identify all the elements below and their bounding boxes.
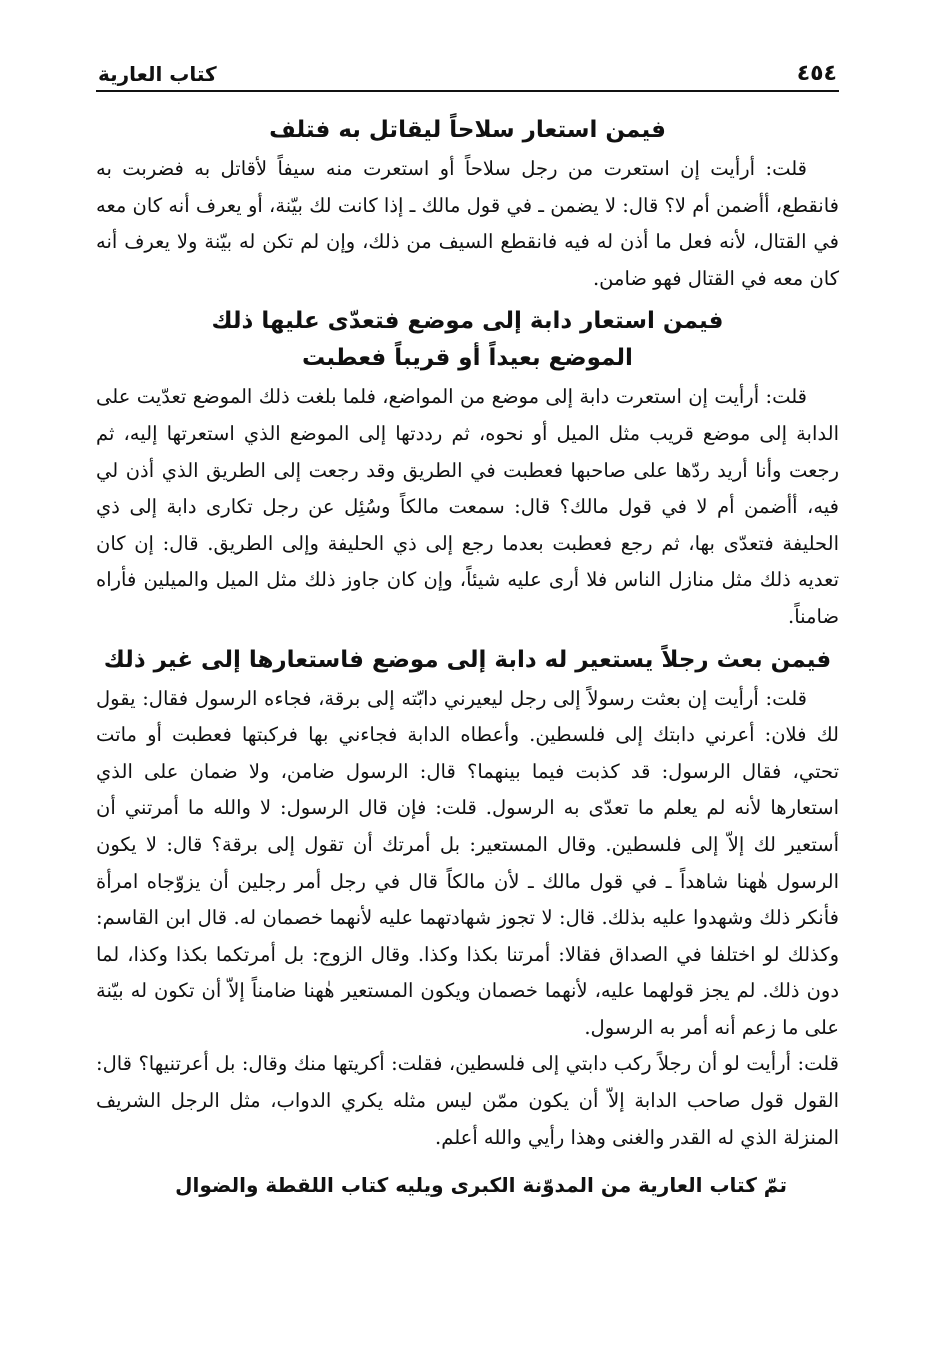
section-body-animal: قلت: أرأيت إن استعرت دابة إلى موضع من المواضع، فلما بلغت ذلك الموضع تعدّيت على الدابة إلى موضع قريب مثل الميل أو نحوه، ثم رددتها إلى الموضع الذي استعرتها إليه، ثم رجعت وأنا أريد ردّها على صاحبها فعطبت في الطريق وقد رجعت إلى الطريق الذي أذن لي فيه، أأضمن أم لا في قول مالك؟ قال: سمعت مالكاً وسُئِل عن رجل تكارى دابة إلى ذي الحليفة فتعدّى بها، ثم رجع فعطبت بعدما رجع إلى ذي الحليفة وإلى الطريق. قال: إن كان تعديه ذلك مثل منازل الناس فلا أرى عليه شيئاً، وإن كان جاوز ذلك مثل الميل والميلين فأراه ضامناً. (96, 385, 839, 628)
chapter-title: كتاب العارية (98, 62, 217, 86)
section-body-messenger: قلت: أرأيت إن بعثت رسولاً إلى رجل ليعيرني دابّته إلى برقة، فجاءه الرسول فقال: يقول لك فلان: أعرني دابتك إلى فلسطين. وأعطاه الدابة فجاءني بها فركبتها فعطبت أو ماتت تحتي، فقال الرسول: قد كذبت فيما بينهما؟ قال: الرسول ضامن، ولا ضمان على الذي استعارها لأنه لم يعلم ما تعدّى به الرسول. قلت: فإن قال الرسول: لا والله ما أمرتني أن أستعير لك إلاّ إلى فلسطين. وقال المستعير: بل أمرتك أن تقول إلى برقة؟ قال: لا يكون الرسول هٰهنا شاهداً ـ في قول مالك ـ لأن مالكاً قال في رجل أمر رجلين أن يزوّجاه امرأة فأنكر ذلك وشهدوا عليه بذلك. قال: لا تجوز شهادتهما عليه لأنهما خصمان له. قال ابن القاسم: وكذلك لو اختلفا في الصداق فقالا: أمرتنا بكذا وكذا. وقال الزوج: بل أمرتكما بكذا وكذا، لما دون ذلك. لم يجز قولهما عليه، لأنهما خصمان ويكون المستعير هٰهنا ضامناً إلاّ أن تكون له بيّنة على ما زعم أنه أمر به الرسول. (96, 686, 839, 1039)
page-number: ٤٥٤ (796, 61, 837, 86)
running-header (96, 52, 839, 92)
section-heading-animal: فيمن استعار دابة إلى موضع فتعدّى عليها ذلك الموضع بعيداً أو قريباً فعطبت (211, 308, 724, 372)
section-body-weapon: قلت: أرأيت إن استعرت من رجل سلاحاً أو استعرت منه سيفاً لأقاتل به فضربت به فانقطع، أأضمن أم لا؟ قال: لا يضمن ـ في قول مالك ـ إذا كانت لك بيّنة، أو يعرف أنه كان معه في القتال، لأنه فعل ما أذن له فيه فانقطع السيف من ذلك، وإن لم تكن له بيّنة ولا يعرف أنه كان معه في القتال فهو ضامن. (96, 157, 839, 290)
chapter-closing: تمّ كتاب العارية من المدوّنة الكبرى ويليه كتاب اللقطة والضوال (175, 1173, 787, 1198)
section-body-messenger-2: قلت: أرأيت لو أن رجلاً ركب دابتي إلى فلسطين، فقلت: أكريتها منك وقال: بل أعرتنيها؟ قال: القول قول صاحب الدابة إلاّ أن يكون ممّن ليس مثله يكري الدواب، مثل الرجل الشريف المنزلة الذي له القدر والغنى وهذا رأيي والله أعلم. (96, 1052, 839, 1149)
section-heading-weapon: فيمن استعار سلاحاً ليقاتل به فتلف (269, 117, 666, 143)
book-page (96, 52, 839, 1319)
section-heading-messenger: فيمن بعث رجلاً يستعير له دابة إلى موضع فاستعارها إلى غير ذلك (103, 646, 832, 673)
